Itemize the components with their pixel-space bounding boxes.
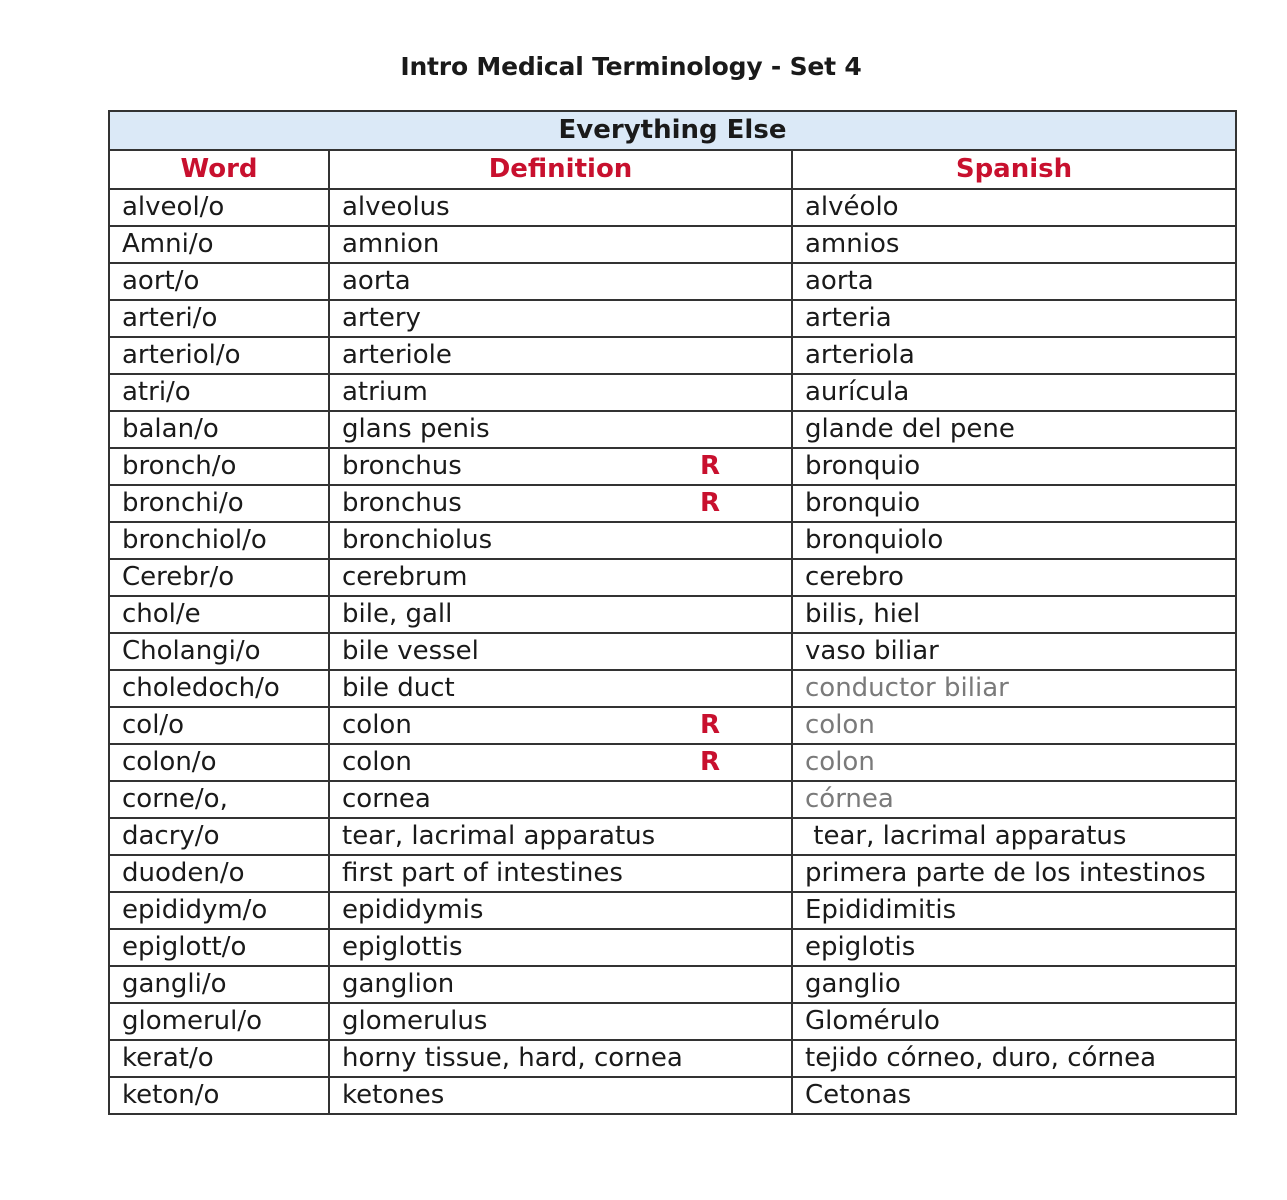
word-cell: corne/o, [109,781,329,818]
table-row [109,1077,1236,1114]
definition-cell [329,485,792,522]
definition-cell [329,374,792,411]
word-cell: col/o [109,707,329,744]
review-marker: R [700,451,721,481]
definition-text: bronchus [342,488,462,518]
definition-cell [329,300,792,337]
table-row [109,818,1236,855]
definition-cell [329,226,792,263]
word-cell: glomerul/o [109,1003,329,1040]
spanish-cell: arteria [792,300,1236,337]
review-marker: R [700,488,721,518]
spanish-cell: cerebro [792,559,1236,596]
definition-cell [329,929,792,966]
section-title: Everything Else [109,111,1236,150]
table-row [109,337,1236,374]
spanish-cell: ganglio [792,966,1236,1003]
word-cell: Cerebr/o [109,559,329,596]
spanish-cell: vaso biliar [792,633,1236,670]
definition-text: bile vessel [342,636,479,666]
definition-text: cornea [342,784,431,814]
definition-cell [329,744,792,781]
table-row [109,1003,1236,1040]
definition-cell [329,670,792,707]
document-title: Intro Medical Terminology - Set 4 [400,52,862,81]
definition-text: epiglottis [342,932,463,962]
word-cell: alveol/o [109,189,329,226]
table-row [109,485,1236,522]
word-cell: dacry/o [109,818,329,855]
spanish-cell: bronquio [792,448,1236,485]
word-cell: bronchi/o [109,485,329,522]
spanish-cell: aurícula [792,374,1236,411]
word-cell: arteri/o [109,300,329,337]
word-cell: Cholangi/o [109,633,329,670]
definition-cell [329,337,792,374]
definition-cell [329,892,792,929]
spanish-cell: Glomérulo [792,1003,1236,1040]
word-cell: duoden/o [109,855,329,892]
definition-cell [329,596,792,633]
definition-cell [329,559,792,596]
spanish-cell: tear, lacrimal apparatus [792,818,1236,855]
word-cell: epididym/o [109,892,329,929]
table-row [109,781,1236,818]
definition-text: artery [342,303,421,333]
table-row [109,966,1236,1003]
table-row [109,300,1236,337]
definition-cell [329,1040,792,1077]
spanish-cell: primera parte de los intestinos [792,855,1236,892]
table-row [109,226,1236,263]
table-row [109,263,1236,300]
definition-text: cerebrum [342,562,468,592]
word-cell: keton/o [109,1077,329,1114]
table-row [109,559,1236,596]
spanish-cell: alvéolo [792,189,1236,226]
definition-cell [329,855,792,892]
definition-cell [329,633,792,670]
table-row [109,855,1236,892]
definition-text: bile, gall [342,599,453,629]
definition-text: first part of intestines [342,858,623,888]
definition-cell [329,1003,792,1040]
definition-cell [329,411,792,448]
column-header-word: Word [109,150,329,189]
definition-cell [329,707,792,744]
definition-cell [329,448,792,485]
table-row [109,596,1236,633]
spanish-cell: amnios [792,226,1236,263]
spanish-cell: córnea [792,781,1236,818]
word-cell: epiglott/o [109,929,329,966]
definition-text: ketones [342,1080,445,1110]
definition-cell [329,189,792,226]
table-row [109,633,1236,670]
table-row [109,744,1236,781]
word-cell: choledoch/o [109,670,329,707]
spanish-cell: arteriola [792,337,1236,374]
word-cell: aort/o [109,263,329,300]
spanish-cell: colon [792,707,1236,744]
word-cell: bronchiol/o [109,522,329,559]
definition-text: bile duct [342,673,455,703]
definition-text: horny tissue, hard, cornea [342,1043,683,1073]
column-header-definition: Definition [329,150,792,189]
spanish-cell: aorta [792,263,1236,300]
definition-cell [329,966,792,1003]
definition-text: arteriole [342,340,452,370]
word-cell: arteriol/o [109,337,329,374]
spanish-cell: bronquio [792,485,1236,522]
word-cell: Amni/o [109,226,329,263]
definition-text: amnion [342,229,440,259]
column-header-spanish: Spanish [792,150,1236,189]
definition-text: tear, lacrimal apparatus [342,821,656,851]
definition-text: bronchus [342,451,462,481]
terminology-table [108,110,1237,1115]
section-header-row [109,111,1236,150]
column-header-row [109,150,1236,189]
word-cell: chol/e [109,596,329,633]
table-row [109,374,1236,411]
spanish-cell: bronquiolo [792,522,1236,559]
word-cell: balan/o [109,411,329,448]
spanish-cell: epiglotis [792,929,1236,966]
spanish-cell: bilis, hiel [792,596,1236,633]
review-marker: R [700,710,721,740]
table-row [109,1040,1236,1077]
table-row [109,411,1236,448]
definition-text: epididymis [342,895,484,925]
word-cell: kerat/o [109,1040,329,1077]
table-row [109,707,1236,744]
definition-cell [329,818,792,855]
table-row [109,892,1236,929]
definition-cell [329,263,792,300]
definition-text: glans penis [342,414,490,444]
spanish-cell: glande del pene [792,411,1236,448]
definition-text: atrium [342,377,428,407]
word-cell: atri/o [109,374,329,411]
spanish-cell: tejido córneo, duro, córnea [792,1040,1236,1077]
definition-text: ganglion [342,969,455,999]
definition-text: alveolus [342,192,450,222]
definition-text: bronchiolus [342,525,493,555]
definition-cell [329,1077,792,1114]
definition-cell [329,781,792,818]
definition-text: glomerulus [342,1006,488,1036]
definition-text: aorta [342,266,411,296]
table-row [109,522,1236,559]
table-row [109,448,1236,485]
word-cell: gangli/o [109,966,329,1003]
definition-text: colon [342,710,412,740]
word-cell: bronch/o [109,448,329,485]
definition-cell [329,522,792,559]
spanish-cell: conductor biliar [792,670,1236,707]
definition-text: colon [342,747,412,777]
review-marker: R [700,747,721,777]
spanish-cell: colon [792,744,1236,781]
spanish-cell: Cetonas [792,1077,1236,1114]
spanish-cell: Epididimitis [792,892,1236,929]
table-row [109,670,1236,707]
table-row [109,189,1236,226]
table-row [109,929,1236,966]
word-cell: colon/o [109,744,329,781]
table-body [109,189,1236,1114]
